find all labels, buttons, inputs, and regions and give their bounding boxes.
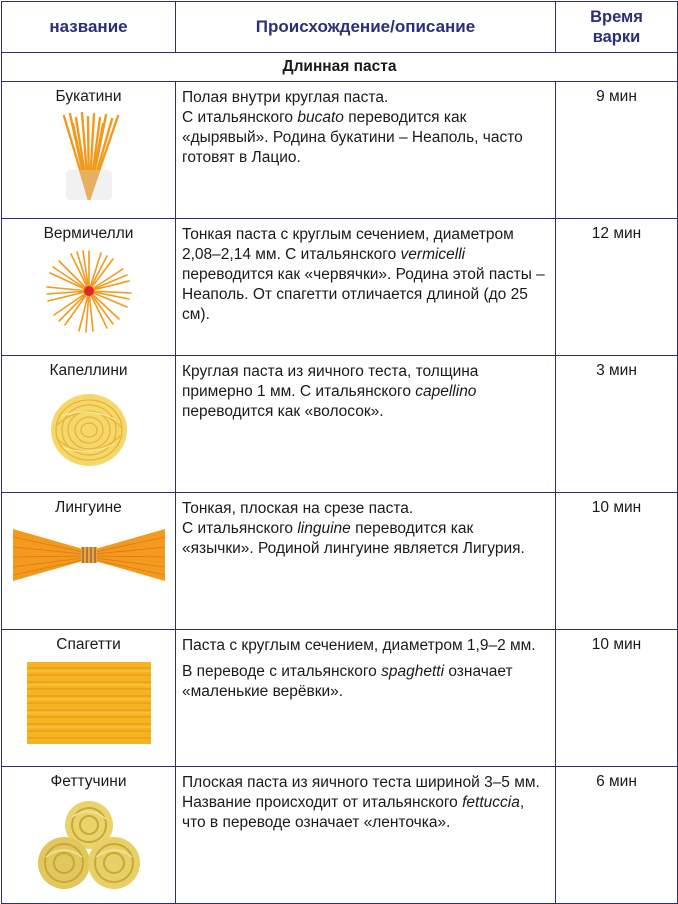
cook-time: 3 мин: [556, 356, 678, 493]
desc-line: [182, 88, 549, 108]
pasta-name: Лингуине: [55, 499, 122, 516]
desc-text: С итальянского: [182, 109, 298, 126]
desc-line: [182, 636, 549, 656]
pasta-description: [176, 219, 556, 356]
header-row: [2, 2, 678, 53]
desc-text: Плоская паста из яичного теста шириной 3–5 мм. Название происходит от итальянского: [182, 774, 540, 811]
header-name: название: [2, 2, 176, 53]
desc-line: [182, 225, 549, 325]
section-row: [2, 53, 678, 82]
cook-time: 9 мин: [556, 82, 678, 219]
table-row: [2, 630, 678, 767]
cook-time: 10 мин: [556, 630, 678, 767]
pasta-name: Вермичелли: [43, 225, 134, 242]
desc-text: Полая внутри круглая паста.: [182, 89, 389, 106]
capellini-pasta-image: [44, 386, 134, 470]
pasta-name-cell: [2, 493, 176, 630]
desc-text: В переводе с итальянского: [182, 663, 382, 680]
pasta-name: Капеллини: [49, 362, 128, 379]
desc-line: [182, 519, 549, 559]
linguine-pasta-image: [11, 523, 167, 587]
header-time-line2: варки: [592, 28, 641, 46]
table-row: [2, 82, 678, 219]
desc-italic-term: linguine: [297, 520, 351, 537]
header-time: [556, 2, 678, 53]
pasta-name: Спагетти: [56, 636, 121, 653]
vermicelli-pasta-image: [41, 249, 137, 333]
desc-text: переводится как «дырявый». Родина букатини – Неаполь, часто готовят в Лацио.: [182, 109, 523, 166]
desc-text: переводится как «волосок».: [182, 403, 384, 420]
pasta-name-cell: [2, 630, 176, 767]
desc-text: переводится как «язычки». Родиной лингуине является Лигурия.: [182, 520, 525, 557]
desc-text: Круглая паста из яичного теста, толщина примерно 1 мм. С итальянского: [182, 363, 479, 400]
section-title: Длинная паста: [2, 53, 678, 82]
pasta-description: [176, 82, 556, 219]
desc-text: Тонкая паста с круглым сечением, диаметром 2,08–2,14 мм. С итальянского: [182, 226, 514, 263]
desc-italic-term: fettuccia: [462, 794, 520, 811]
pasta-description: [176, 493, 556, 630]
pasta-name: Феттучини: [50, 773, 127, 790]
pasta-name-cell: [2, 767, 176, 904]
pasta-table: [1, 1, 678, 904]
desc-italic-term: vermicelli: [400, 246, 466, 263]
spaghetti-pasta-image: [25, 660, 153, 746]
table-row: [2, 493, 678, 630]
desc-line: [182, 773, 549, 833]
desc-text: означает «маленькие верёвки».: [182, 663, 513, 700]
desc-line: [182, 662, 549, 702]
cook-time: 10 мин: [556, 493, 678, 630]
bucatini-pasta-image: [44, 112, 134, 200]
table-row: [2, 356, 678, 493]
desc-italic-term: spaghetti: [381, 663, 445, 680]
pasta-name-cell: [2, 219, 176, 356]
header-time-line1: Время: [590, 8, 643, 26]
pasta-description: [176, 767, 556, 904]
desc-line: [182, 499, 549, 519]
header-origin: Происхождение/описание: [176, 2, 556, 53]
pasta-name-cell: [2, 356, 176, 493]
desc-text: , что в переводе означает «ленточка».: [182, 794, 525, 831]
desc-line: [182, 362, 549, 422]
desc-text: Паста с круглым сечением, диаметром 1,9–2 мм.: [182, 637, 536, 654]
table-row: [2, 767, 678, 904]
cook-time: 6 мин: [556, 767, 678, 904]
desc-text: С итальянского: [182, 520, 298, 537]
pasta-description: [176, 630, 556, 767]
desc-line: [182, 108, 549, 168]
pasta-description: [176, 356, 556, 493]
pasta-name-cell: [2, 82, 176, 219]
pasta-name: Букатини: [55, 88, 122, 105]
table-row: [2, 219, 678, 356]
desc-italic-term: capellino: [415, 383, 477, 400]
cook-time: 12 мин: [556, 219, 678, 356]
desc-text: Тонкая, плоская на срезе паста.: [182, 500, 414, 517]
desc-text: переводится как «червячки». Родина этой пасты – Неаполь. От спагетти отличается длиной (до 25 см).: [182, 266, 545, 323]
desc-italic-term: bucato: [297, 109, 344, 126]
